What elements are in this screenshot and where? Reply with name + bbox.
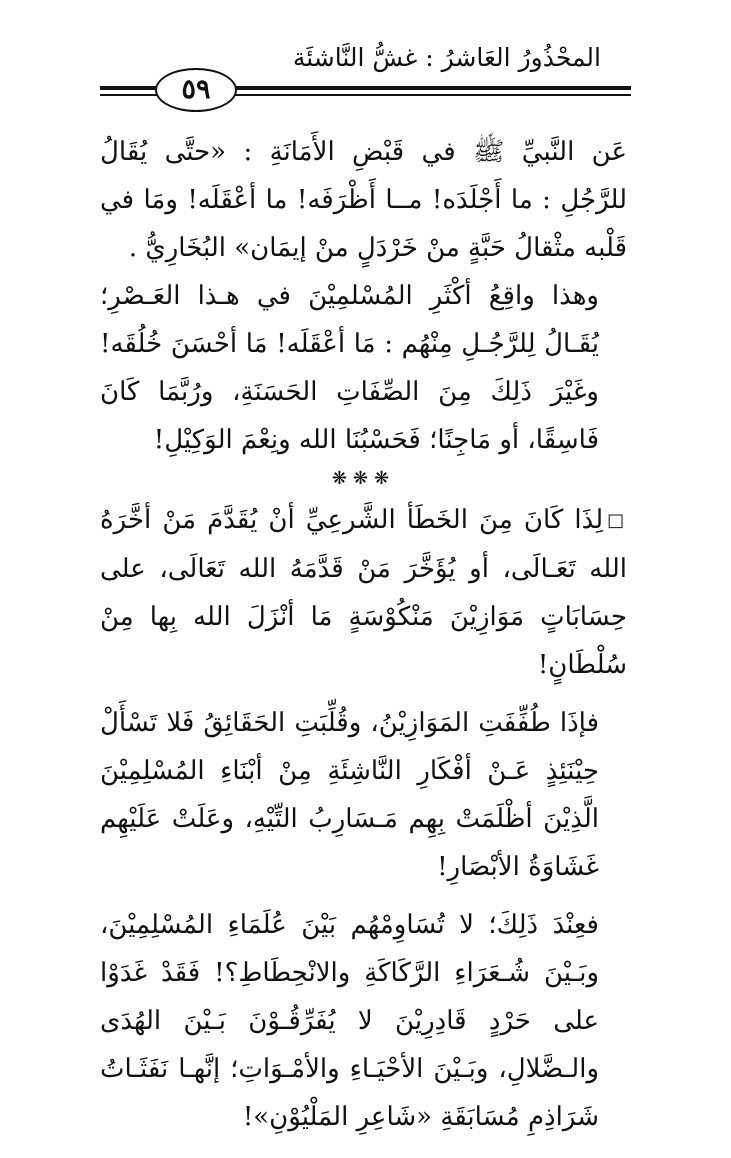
page-number: ٥٩ bbox=[155, 68, 237, 112]
paragraph-scales: فإذَا طُفِّفَتِ المَوَازِيْنُ، وقُلِّبَتِ الحَقَائِقُ فَلا تَسْأَلْ حِيْنَئِذٍ عَـنْ أفْكَارِ النَّاشِئَةِ مِنْ أبْنَاءِ المُسْلِمِيْنَ الَّذِيْنَ أظْلَمَتْ بِهِم مَـسَارِبُ التِّيْهِ، وعَلَتْ عَلَيْهِم غَشَاوَةُ الأبْصَارِ! bbox=[100, 708, 599, 882]
square-bullet-icon: □ bbox=[607, 510, 627, 531]
paragraph-comparison: فعِنْدَ ذَلِكَ؛ لا تُسَاوِمْهُم بَيْنَ عُلَمَاءِ المُسْلِمِيْنَ، وبَـيْنَ شُـعَرَاءِ الرَّكَاكَةِ والانْحِطَاطِ؟! فَقَدْ غَدَوْا على حَرْدٍ قَادِرِيْنَ لا يُفَرِّقُـوْنَ بَـيْنَ الهُدَى والـضَّلالِ، وبَـيْنَ الأحْيَـاءِ والأمْـوَاتِ؛ إنَّهـا نَفَثَـاتُ شَرَاذِمِ مُسَابَقَةِ «شَاعِرِ المَلْيُوْنِ»! bbox=[100, 910, 599, 1132]
paragraph-reality: وهذا واقِعُ أكْثَرِ المُسْلمِيْنَ في هـذا العَـصْرِ؛ يُقَـالُ لِلرَّجُـلِ مِنْهُم : مَا أعْقَلَه! مَا أحْسَنَ خُلُقَه! وغَيْرَ ذَلِكَ مِنَ الصِّفَاتِ الحَسَنَةِ، ورُبَّمَا كَانَ فَاسِقًا، أو مَاجِنًا؛ فَحَسْبُنَا الله ونِعْمَ الوَكِيْلِ! bbox=[100, 281, 599, 455]
paragraph-hadith: عَن النَّبيِّ ﷺ في قَبْضِ الأَمَانَةِ : «حتَّى يُقَالُ للرَّجُلِ : ما أَجْلَدَه! مــا أَظْرَفَه! ما أعْقَلَه! ومَا في قَلْبه مثْقالُ حَبَّةٍ منْ خَرْدَلٍ منْ إيمَان» البُخَارِيُّ . bbox=[100, 137, 627, 263]
running-title: المحْذُورُ العَاشرُ : غشُّ النَّاشئَة bbox=[292, 43, 601, 72]
paragraph-error-text: لِذَا كَانَ مِنَ الخَطَأ الشَّرعِيِّ أنْ يُقَدَّمَ مَنْ أخَّرَهُ الله تَعَـالَى، أو يُؤَخَّرَ مَنْ قَدَّمَهُ الله تَعَالَى، على حِسَابَاتٍ مَوَازِيْنَ مَنْكُوْسَةٍ مَا أنْزَلَ الله بِها مِنْ سُلْطَانٍ! bbox=[100, 505, 627, 680]
body-text bbox=[100, 128, 627, 1141]
section-separator: ❋❋❋ bbox=[331, 468, 396, 489]
paragraph-error bbox=[100, 496, 627, 689]
